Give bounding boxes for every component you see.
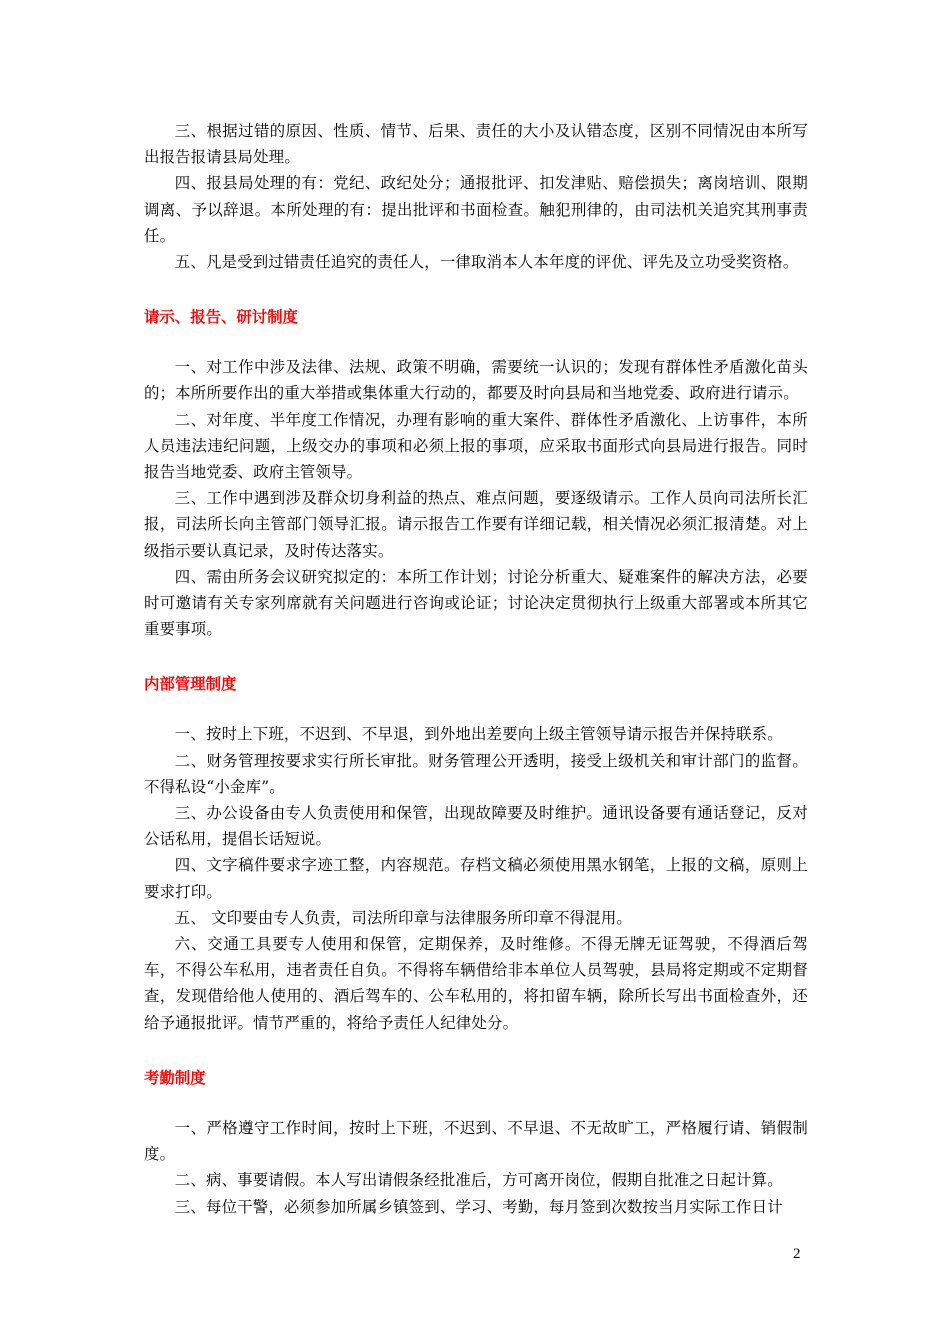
section-internal bbox=[144, 721, 808, 1035]
section-attendance bbox=[144, 1115, 808, 1220]
paragraph: 一、按时上下班，不迟到、不早退，到外地出差要向上级主管领导请示报告并保持联系。 bbox=[174, 725, 783, 744]
section-heading-attendance: 考勤制度 bbox=[144, 1068, 206, 1087]
paragraph: 一、对工作中涉及法律、法规、政策不明确，需要统一认识的；发现有群体性矛盾激化苗头的；本所所要作出的重大举措或集体重大行动的，都要及时向县局和当地党委、政府进行请示。 bbox=[144, 358, 808, 403]
paragraph: 三、办公设备由专人负责使用和保管，出现故障要及时维护。通讯设备要有通话登记，反对公话私用，提倡长话短说。 bbox=[144, 804, 808, 849]
paragraph: 五、 文印要由专人负责，司法所印章与法律服务所印章不得混用。 bbox=[174, 908, 633, 927]
paragraph: 四、需由所务会议研究拟定的：本所工作计划；讨论分析重大、疑难案件的解决方法，必要时可邀请有关专家列席就有关问题进行咨询或论证；讨论决定贯彻执行上级重大部署或本所其它重要事项。 bbox=[144, 567, 808, 639]
paragraph: 四、报县局处理的有：党纪、政纪处分；通报批评、扣发津贴、赔偿损失；离岗培训、限期调离、予以辞退。本所处理的有：提出批评和书面检查。触犯刑律的，由司法机关追究其刑事责任。 bbox=[144, 174, 808, 245]
paragraph: 一、严格遵守工作时间，按时上下班，不迟到、不早退、不无故旷工，严格履行请、销假制度。 bbox=[144, 1118, 808, 1164]
section-report bbox=[144, 354, 808, 642]
paragraph: 二、财务管理按要求实行所长审批。财务管理公开透明，接受上级机关和审计部门的监督。不得私设“小金库”。 bbox=[144, 751, 808, 796]
paragraph: 三、每位干警，必须参加所属乡镇签到、学习、考勤，每月签到次数按当月实际工作日计 bbox=[174, 1197, 783, 1216]
paragraph: 四、文字稿件要求字迹工整，内容规范。存档文稿必须使用黑水钢笔，上报的文稿，原则上要求打印。 bbox=[144, 856, 808, 901]
paragraph: 三、工作中遇到涉及群众切身利益的热点、难点问题，要逐级请示。工作人员向司法所长汇报，司法所长向主管部门领导汇报。请示报告工作要有详细记载，相关情况必须汇报清楚。对上级指示要认真记录，及时传达落实。 bbox=[144, 489, 808, 560]
section-heading-report: 请示、报告、研讨制度 bbox=[144, 308, 298, 327]
paragraph: 六、交通工具要专人使用和保管，定期保养，及时维修。不得无牌无证驾驶，不得酒后驾车，不得公车私用，违者责任自负。不得将车辆借给非本单位人员驾驶，县局将定期或不定期督查，发现借给他人使用的、酒后驾车的、公车私用的，将扣留车辆，除所长写出书面检查外，还给予通报批评。情节严重的，将给予责任人纪律处分。 bbox=[144, 935, 808, 1032]
paragraph: 二、对年度、半年度工作情况，办理有影响的重大案件、群体性矛盾激化、上访事件，本所人员违法违纪问题，上级交办的事项和必须上报的事项，应采取书面形式向县局进行报告。同时报告当地党委、政府主管领导。 bbox=[144, 410, 808, 482]
page-number: 2 bbox=[793, 1246, 801, 1262]
paragraph: 二、病、事要请假。本人写出请假条经批准后，方可离开岗位，假期自批准之日起计算。 bbox=[174, 1171, 783, 1190]
paragraph: 三、根据过错的原因、性质、情节、后果、责任的大小及认错态度，区别不同情况由本所写出报告报请县局处理。 bbox=[144, 122, 808, 167]
paragraph: 五、凡是受到过错责任追究的责任人，一律取消本人本年度的评优、评先及立功受奖资格。 bbox=[174, 253, 799, 272]
section-heading-internal: 内部管理制度 bbox=[144, 675, 237, 694]
section-liability-continued bbox=[144, 118, 808, 275]
document-page bbox=[144, 118, 808, 1220]
